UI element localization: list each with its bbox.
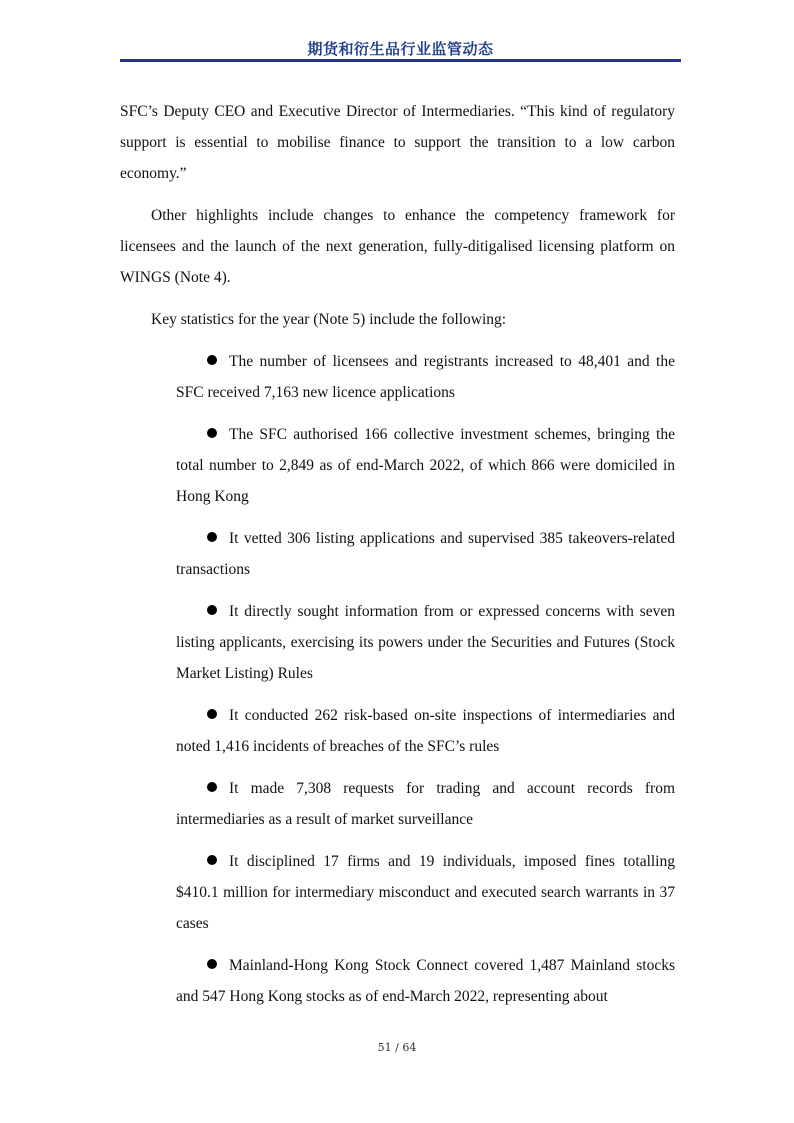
bullet-item-7	[176, 846, 675, 939]
bullet-text: It vetted 306 listing applications and supervised 385 takeovers-related transactions	[176, 530, 675, 578]
bullet-text: The number of licensees and registrants increased to 48,401 and the SFC received 7,163 new licence applications	[176, 353, 675, 401]
bullet-icon	[207, 532, 217, 542]
bullet-item-3	[176, 523, 675, 585]
bullet-text: The SFC authorised 166 collective investment schemes, bringing the total number to 2,849 as of end-March 2022, of which 866 were domiciled in Hong Kong	[176, 426, 675, 505]
bullet-icon	[207, 782, 217, 792]
bullet-text: It conducted 262 risk-based on-site inspections of intermediaries and noted 1,416 incidents of breaches of the SFC’s rules	[176, 707, 675, 755]
bullet-item-1	[176, 346, 675, 408]
header-title: 期货和衍生品行业监管动态	[307, 40, 494, 58]
bullet-icon	[207, 355, 217, 365]
bullet-icon	[207, 709, 217, 719]
body-paragraph-1: SFC’s Deputy CEO and Executive Director of Intermediaries. “This kind of regulatory support is essential to mobilise finance to support the transition to a low carbon economy.”	[120, 103, 675, 182]
bullet-icon	[207, 959, 217, 969]
header-divider	[120, 59, 681, 62]
bullet-text: It disciplined 17 firms and 19 individuals, imposed fines totalling $410.1 million for intermediary misconduct and executed search warrants in 37 cases	[176, 853, 675, 932]
bullet-text: It directly sought information from or expressed concerns with seven listing applicants, exercising its powers under the Securities and Futures (Stock Market Listing) Rules	[176, 603, 675, 682]
bullet-text: Mainland-Hong Kong Stock Connect covered 1,487 Mainland stocks and 547 Hong Kong stocks as of end-March 2022, representing about	[176, 957, 675, 1005]
bullet-icon	[207, 605, 217, 615]
bullet-item-4	[176, 596, 675, 689]
body-paragraph-3: Key statistics for the year (Note 5) include the following:	[151, 311, 507, 328]
page-number: 51 / 64	[377, 1041, 417, 1054]
bullet-item-2	[176, 419, 675, 512]
bullet-item-8	[176, 950, 675, 1012]
bullet-text: It made 7,308 requests for trading and account records from intermediaries as a result of market surveillance	[176, 780, 675, 828]
bullet-icon	[207, 428, 217, 438]
body-paragraph-2: Other highlights include changes to enhance the competency framework for licensees and the launch of the next generation, fully-ditigalised licensing platform on WINGS (Note 4).	[120, 207, 675, 286]
bullet-icon	[207, 855, 217, 865]
bullet-item-5	[176, 700, 675, 762]
bullet-item-6	[176, 773, 675, 835]
